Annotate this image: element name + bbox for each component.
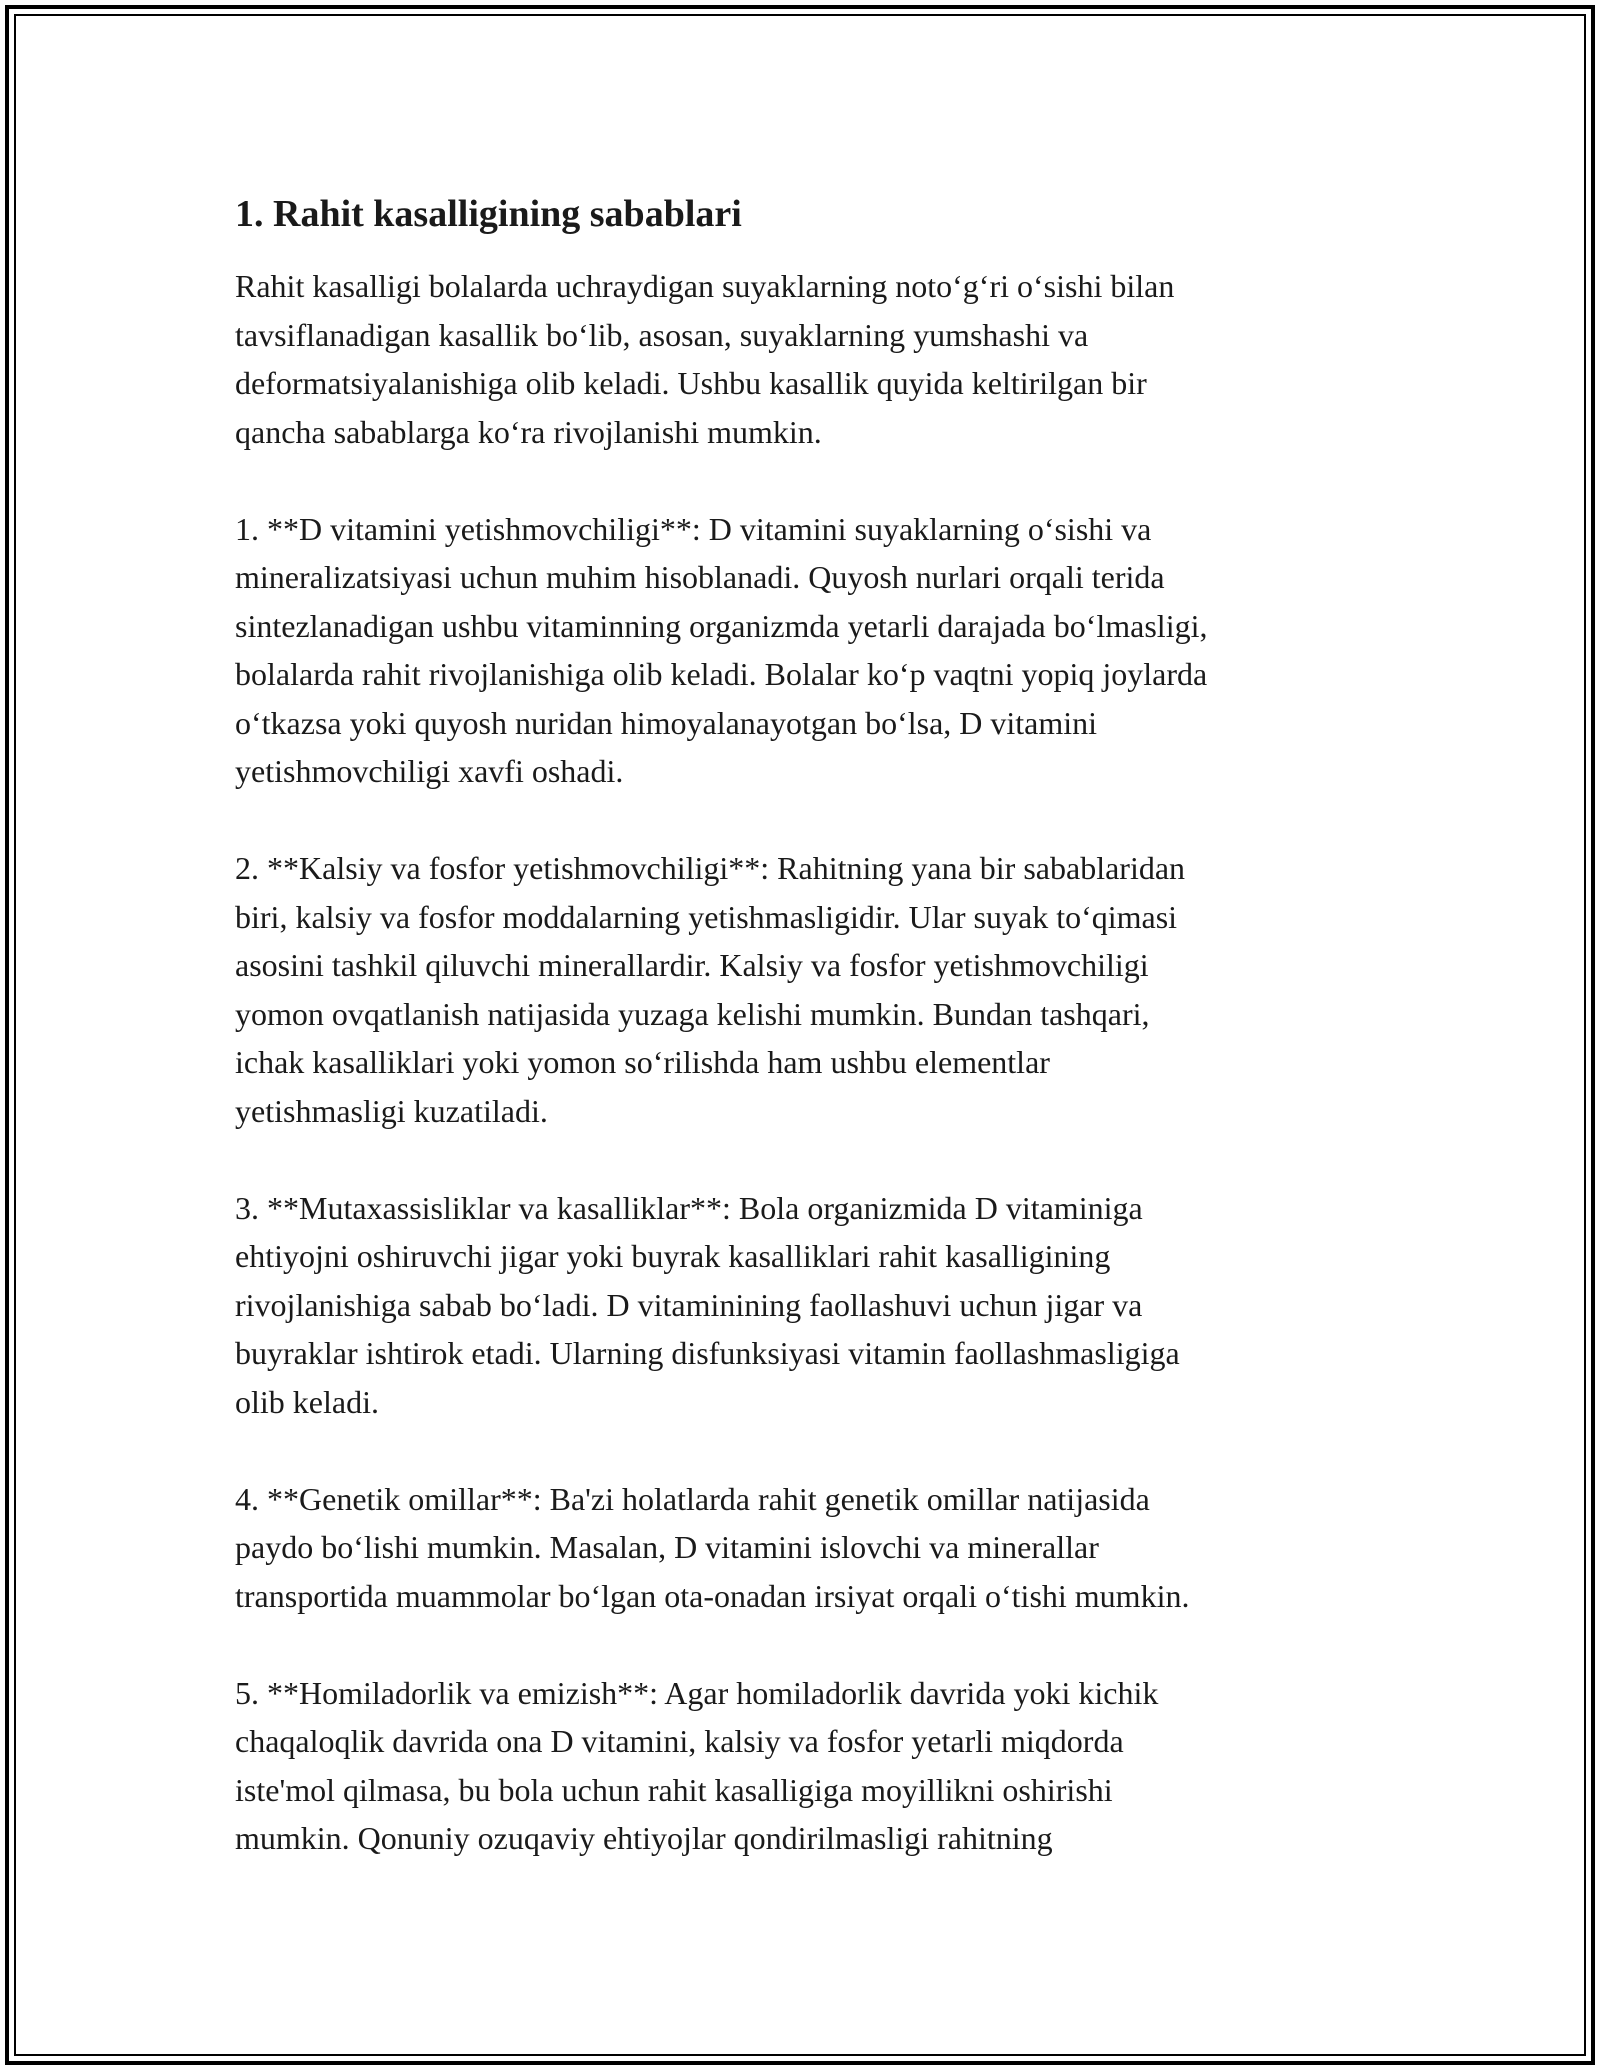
cause-paragraph-diseases: 3. **Mutaxassisliklar va kasalliklar**: Bola organizmida D vitaminiga ehtiyojni oshiruvchi jigar yoki buyrak kasalliklari rahit kasalligining rivojlanishiga sabab bo‘ladi. D vitaminining faollashuvi uchun jigar va buyraklar ishtirok etadi. Ularning disfunksiyasi vitamin faollashmasligiga olib keladi. (235, 1189, 1180, 1420)
cause-paragraph-calcium-phosphorus: 2. **Kalsiy va fosfor yetishmovchiligi**: Rahitning yana bir sabablaridan biri, kalsiy va fosfor moddalarning yetishmasligidir. Ular suyak to‘qimasi asosini tashkil qiluvchi minerallardir. Kalsiy va fosfor yetishmovchiligi yomon ovqatlanish natijasida yuzaga kelishi mumkin. Bundan tashqari, ichak kasalliklari yoki yomon so‘rilishda ham ushbu elementlar yetishmasligi kuzatiladi. (235, 850, 1186, 1129)
document-body (235, 186, 1385, 1863)
document-title: 1. Rahit kasalligining sabablari (235, 193, 742, 235)
cause-paragraph-pregnancy: 5. **Homiladorlik va emizish**: Agar homiladorlik davrida yoki kichik chaqaloqlik davrida ona D vitamini, kalsiy va fosfor yetarli miqdorda iste'mol qilmasa, bu bola uchun rahit kasalligiga moyillikni oshirishi mumkin. Qonuniy ozuqaviy ehtiyojlar qondirilmasligi rahitning (235, 1674, 1159, 1856)
intro-paragraph: Rahit kasalligi bolalarda uchraydigan suyaklarning noto‘g‘ri o‘sishi bilan tavsiflanadigan kasallik bo‘lib, asosan, suyaklarning yumshashi va deformatsiyalanishiga olib keladi. Ushbu kasallik quyida keltirilgan bir qancha sabablarga ko‘ra rivojlanishi mumkin. (235, 268, 1175, 450)
cause-paragraph-vitamin-d: 1. **D vitamini yetishmovchiligi**: D vitamini suyaklarning o‘sishi va mineralizatsiyasi uchun muhim hisoblanadi. Quyosh nurlari orqali terida sintezlanadigan ushbu vitaminning organizmda yetarli darajada bo‘lmasligi, bolalarda rahit rivojlanishiga olib keladi. Bolalar ko‘p vaqtni yopiq joylarda o‘tkazsa yoki quyosh nuridan himoyalanayotgan bo‘lsa, D vitamini yetishmovchiligi xavfi oshadi. (235, 510, 1208, 789)
cause-paragraph-genetic: 4. **Genetik omillar**: Ba'zi holatlarda rahit genetik omillar natijasida paydo bo‘lishi mumkin. Masalan, D vitamini islovchi va minerallar transportida muammolar bo‘lgan ota-onadan irsiyat orqali o‘tishi mumkin. (235, 1480, 1190, 1614)
